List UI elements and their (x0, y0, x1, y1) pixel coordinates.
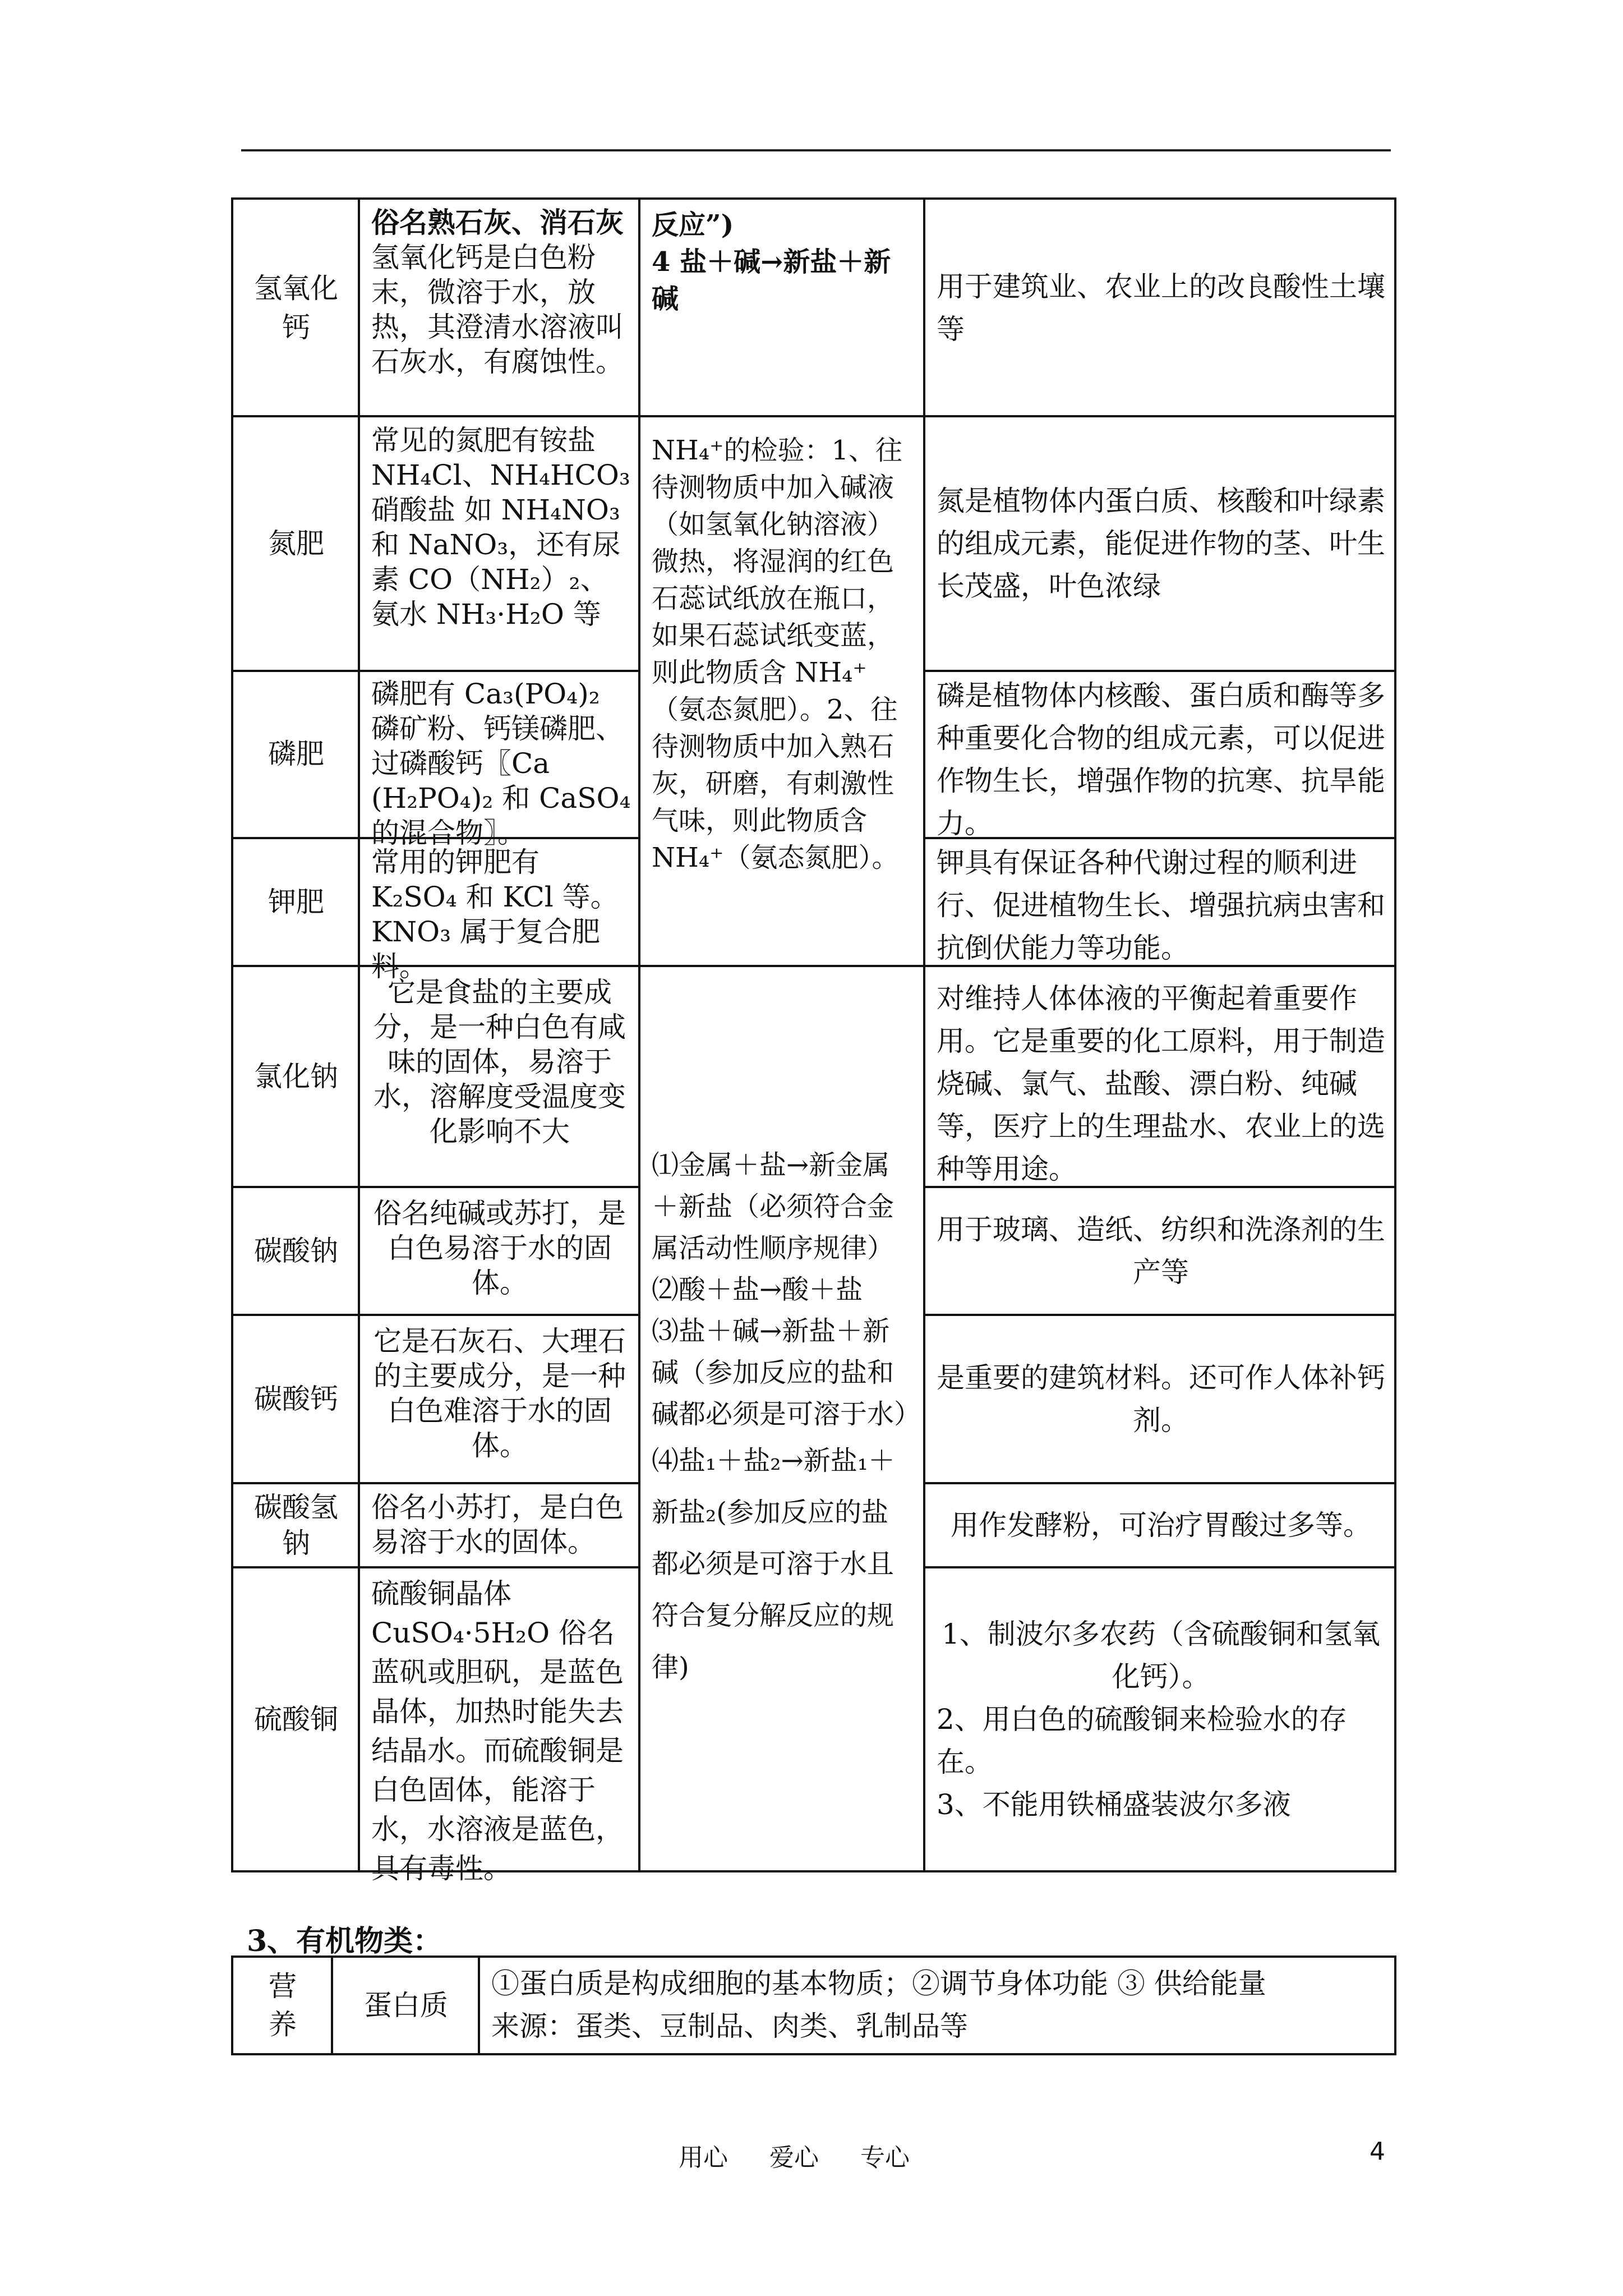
row-use-potash-fertilizer: 钾具有保证各种代谢过程的顺利进行、促进植物生长、增强抗病虫害和抗倒伏能力等功能。 (937, 846, 1385, 964)
row-name-phosphate-fertilizer: 磷肥 (268, 738, 324, 770)
row-name-sodium-carbonate: 碳酸钠 (254, 1235, 338, 1267)
row-prop-sodium-carbonate: 俗名纯碱或苏打，是白色易溶于水的固体。 (374, 1197, 626, 1299)
organic-col-protein: 蛋白质 (364, 1989, 448, 2022)
row-prop-copper-sulfate: 硫酸铜晶体 CuSO₄·5H₂O 俗名蓝矾或胆矾，是蓝色晶体，加热时能失去结晶水。而硫酸铜是白色固体，能溶于水，水溶液是蓝色，具有毒性。 (371, 1577, 624, 1885)
row-name-copper-sulfate: 硫酸铜 (254, 1703, 338, 1736)
row-use-copper-sulfate: 1、制波尔多农药（含硫酸铜和氢氧化钙）。 2、用白色的硫酸铜来检验水的存在。 3、不能用铁桶盛装波尔多液 (937, 1618, 1380, 1821)
row-name-nitrogen-fertilizer: 氮肥 (268, 527, 324, 560)
row-name-calcium-carbonate: 碳酸钙 (254, 1383, 338, 1415)
section-title: 3、有机物类： (247, 1924, 442, 1958)
reaction-top: 反应”) 4 盐＋碱→新盐＋新碱 (652, 209, 891, 315)
organic-protein-desc: ①蛋白质是构成细胞的基本物质；②调节身体功能 ③ 供给能量 来源：蛋类、豆制品、肉类、乳制品等 (491, 1967, 1266, 2042)
row-prop-calcium-hydroxide: 俗名熟石灰、消石灰 氢氧化钙是白色粉末，微溶于水，放热，其澄清水溶液叫石灰水，有腐蚀性。 (371, 206, 624, 378)
reaction-salt-rules: ⑴金属＋盐→新金属＋新盐（必须符合金属活动性顺序规律） ⑵酸＋盐→酸＋盐 ⑶盐＋碱→新盐＋新碱（参加反应的盐和碱都必须是可溶于水） ⑷盐₁＋盐₂→新盐₁＋新盐₂(参加反应的盐都必须是可溶于水且符合复分解反应的规律) (652, 1149, 921, 1683)
row-prop-phosphate-fertilizer: 磷肥有 Ca₃(PO₄)₂ 磷矿粉、钙镁磷肥、过磷酸钙〖Ca (H₂PO₄)₂ 和 CaSO₄ 的混合物〗。 (371, 678, 631, 849)
salts-table (231, 197, 1396, 1885)
row-use-calcium-carbonate: 是重要的建筑材料。还可作人体补钙剂。 (937, 1361, 1385, 1437)
row-prop-sodium-bicarbonate: 俗名小苏打，是白色易溶于水的固体。 (371, 1491, 624, 1558)
row-prop-calcium-carbonate: 它是石灰石、大理石的主要成分，是一种白色难溶于水的固体。 (374, 1325, 626, 1462)
row-use-sodium-chloride: 对维持人体体液的平衡起着重要作用。它是重要的化工原料，用于制造烧碱、氯气、盐酸、漂白粉、纯碱等，医疗上的生理盐水、农业上的选种等用途。 (937, 982, 1385, 1185)
reaction-nh4-test: NH₄⁺的检验：1、往待测物质中加入碱液（如氢氧化钠溶液）微热，将湿润的红色石蕊试纸放在瓶口，如果石蕊试纸变蓝，则此物质含 NH₄⁺（氨态氮肥）。2、往待测物质中加入熟石灰，研磨，有刺激性气味，则此物质含 NH₄⁺（氨态氮肥）。 (652, 435, 902, 873)
row-use-calcium-hydroxide: 用于建筑业、农业上的改良酸性土壤等 (937, 270, 1385, 346)
row-name-sodium-bicarbonate: 碳酸氢钠 (254, 1491, 338, 1559)
row-use-nitrogen-fertilizer: 氮是植物体内蛋白质、核酸和叶绿素的组成元素，能促进作物的茎、叶生长茂盛，叶色浓绿 (937, 485, 1385, 602)
row-prop-nitrogen-fertilizer: 常见的氮肥有铵盐 NH₄Cl、NH₄HCO₃ 硝酸盐 如 NH₄NO₃ 和 NaNO₃，还有尿素 CO（NH₂）₂、氨水 NH₃·H₂O 等 (371, 424, 630, 631)
organic-table (231, 1955, 1396, 2055)
header-rule (241, 149, 1391, 151)
row-prop-potash-fertilizer: 常用的钾肥有 K₂SO₄ 和 KCl 等。KNO₃ 属于复合肥料。 (371, 846, 619, 983)
page-number: 4 (1370, 2137, 1385, 2166)
organic-col-nutrition: 营养 (269, 1970, 297, 2041)
row-prop-sodium-chloride: 它是食盐的主要成分，是一种白色有咸味的固体，易溶于水，溶解度受温度变化影响不大 (374, 976, 626, 1148)
row-use-sodium-bicarbonate: 用作发酵粉，可治疗胃酸过多等。 (951, 1509, 1371, 1542)
footer-motto: 用心 爱心 专心 (679, 2143, 910, 2172)
row-name-sodium-chloride: 氯化钠 (254, 1060, 338, 1093)
row-use-sodium-carbonate: 用于玻璃、造纸、纺织和洗涤剂的生产等 (937, 1213, 1385, 1289)
row-name-potash-fertilizer: 钾肥 (268, 886, 324, 918)
row-name-calcium-hydroxide: 氢氧化钙 (254, 272, 338, 344)
row-use-phosphate-fertilizer: 磷是植物体内核酸、蛋白质和酶等多种重要化合物的组成元素，可以促进作物生长，增强作物的抗寒、抗旱能力。 (937, 679, 1385, 840)
